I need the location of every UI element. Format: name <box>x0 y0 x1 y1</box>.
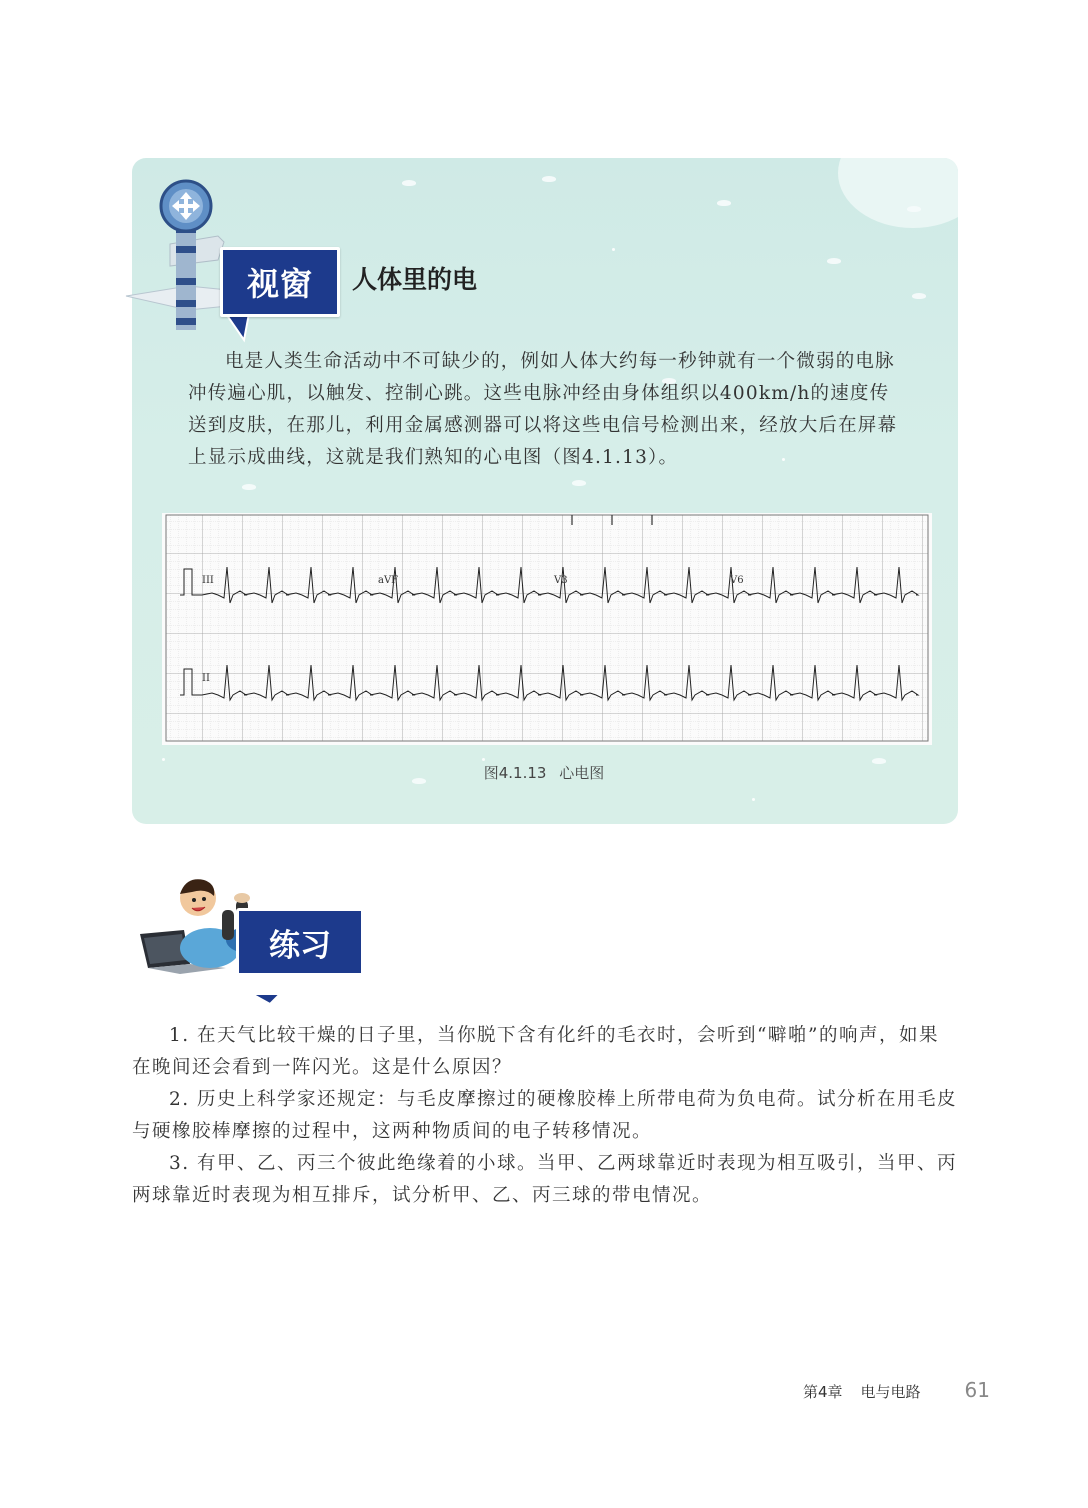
exercise-list <box>132 1020 958 1212</box>
ecg-figure <box>162 513 932 745</box>
decor-fleck <box>827 258 841 264</box>
panel-glow <box>838 158 958 228</box>
decor-fleck <box>402 180 416 186</box>
window-tab <box>220 247 340 317</box>
decor-fleck <box>907 206 921 212</box>
figure-caption <box>0 762 1088 783</box>
exercise-item: 2. 历史上科学家还规定：与毛皮摩擦过的硬橡胶棒上所带电荷为负电荷。试分析在用毛皮与硬橡胶棒摩擦的过程中，这两种物质间的电子转移情况。 <box>132 1089 958 1142</box>
ecg-lead-label: V6 <box>730 575 744 586</box>
decor-dot <box>612 248 615 251</box>
ecg-chart <box>162 513 932 745</box>
intro-paragraph: 电是人类生命活动中不可缺少的，例如人体大约每一秒钟就有一个微弱的电脉冲传遍心肌，以触发、控制心跳。这些电脉冲经由身体组织以400km/h的速度传送到皮肤，在那儿，利用金属感测器可以将这些电信号检测出来，经放大后在屏幕上显示成曲线，这就是我们熟知的心电图（图4.1.13）。 <box>188 351 898 468</box>
page-footer <box>803 1378 990 1408</box>
decor-fleck <box>542 176 556 182</box>
decor-fleck <box>242 484 256 490</box>
decor-dot <box>482 758 485 761</box>
practice-tab-label: 练习 <box>269 927 331 964</box>
ecg-lead-label: II <box>202 673 210 684</box>
decor-dot <box>752 798 755 801</box>
footer-chapter: 第4章 <box>802 1383 843 1401</box>
figure-title: 心电图 <box>559 764 605 782</box>
decor-dot <box>162 758 165 761</box>
exercise-item: 3. 有甲、乙、丙三个彼此绝缘着的小球。当甲、乙两球靠近时表现为相互吸引，当甲、丙两球靠近时表现为相互排斥，试分析甲、乙、丙三球的带电情况。 <box>132 1153 958 1206</box>
exercise-item: 1. 在天气比较干燥的日子里，当你脱下含有化纤的毛衣时，会听到“噼啪”的响声，如果在晚间还会看到一阵闪光。这是什么原因？ <box>132 1025 939 1078</box>
ecg-lead-label: V3 <box>554 575 568 586</box>
ecg-lead-label: aVF <box>378 575 399 586</box>
figure-number: 图4.1.13 <box>483 764 547 782</box>
footer-chapter-name: 电与电路 <box>860 1383 921 1401</box>
ecg-lead-label: III <box>202 575 214 586</box>
practice-tab <box>236 908 364 976</box>
decor-fleck <box>717 200 731 206</box>
window-tab-label: 视窗 <box>246 265 313 303</box>
decor-fleck <box>912 293 926 299</box>
page-number: 61 <box>964 1378 990 1402</box>
section-title: 人体里的电 <box>352 265 478 294</box>
decor-fleck <box>572 480 586 486</box>
